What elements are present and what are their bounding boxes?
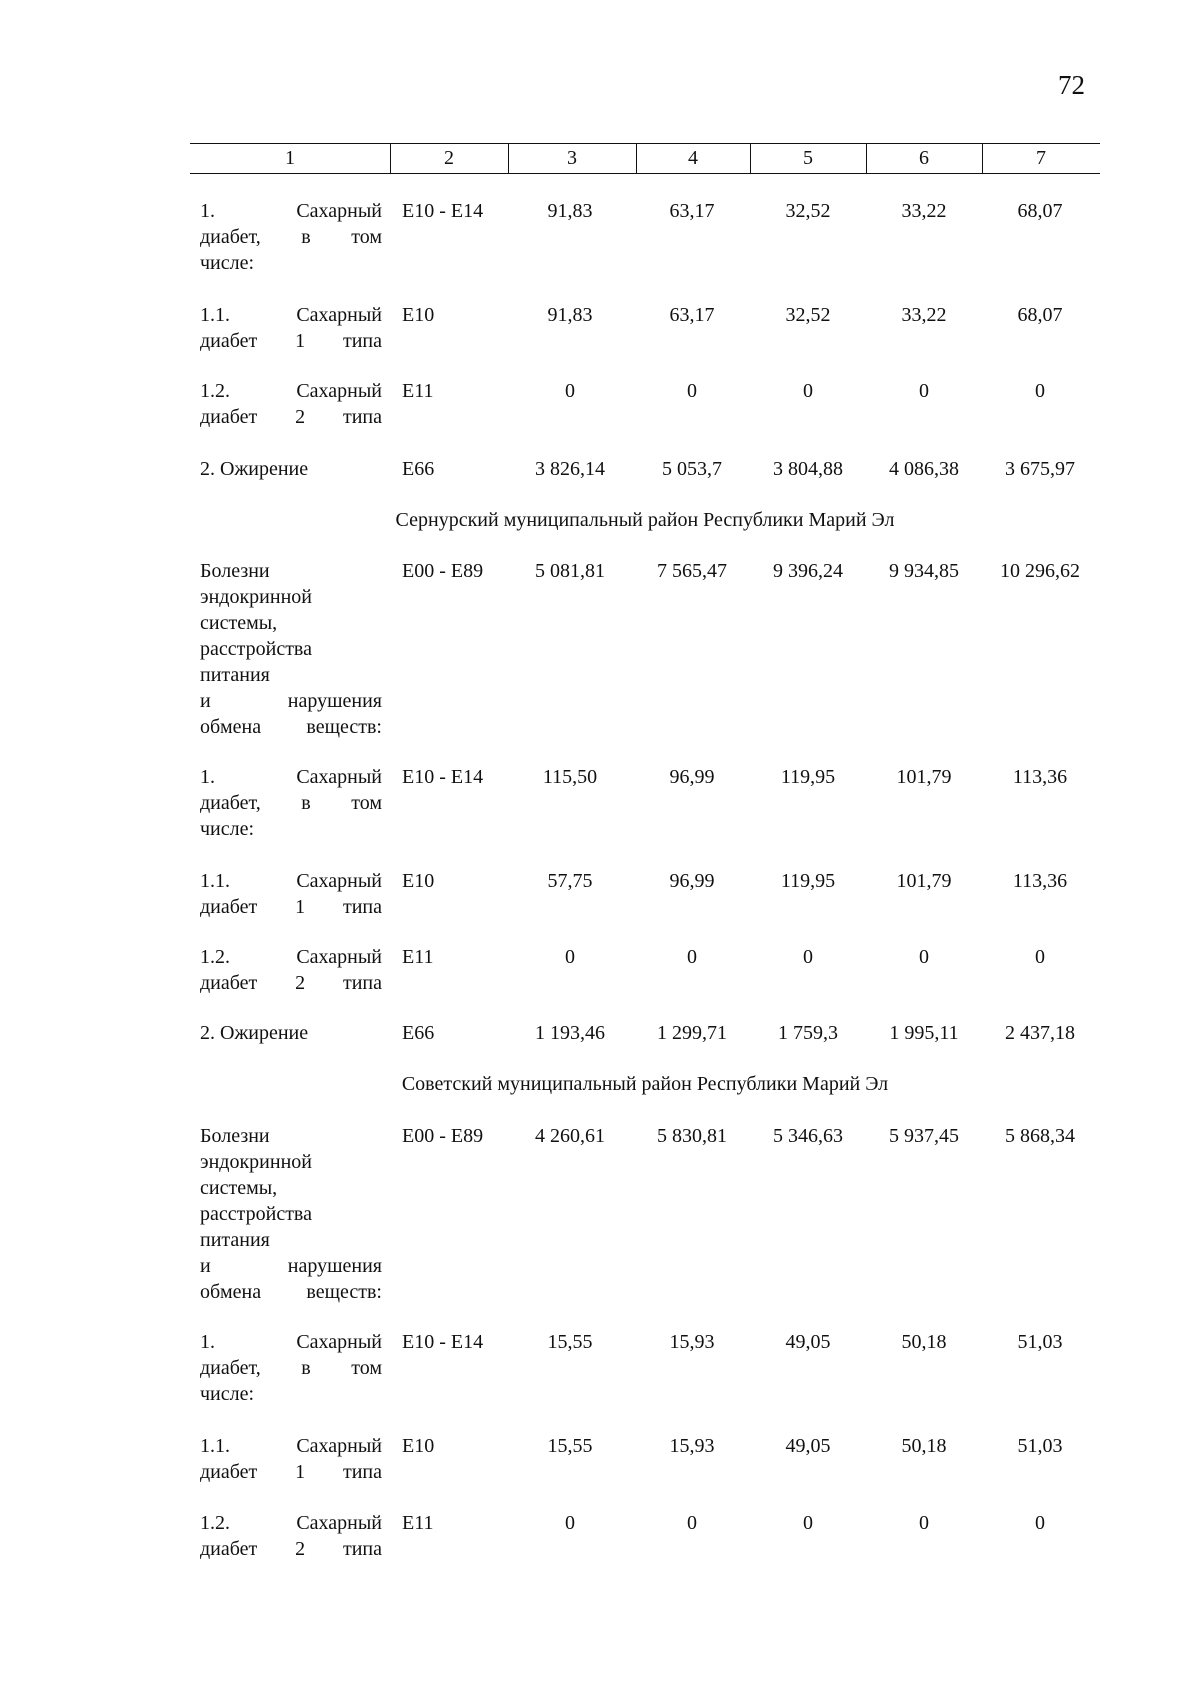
value-cell: 57,75	[547, 870, 593, 892]
value-cell: 15,55	[547, 1435, 593, 1457]
row-name	[200, 456, 382, 482]
value-cell: 1 299,71	[657, 1022, 727, 1044]
value-cell: 0	[803, 380, 813, 402]
page-number: 72	[1058, 70, 1085, 100]
value-cell: 68,07	[1017, 200, 1063, 222]
row-name-line: 1. Сахарный	[200, 200, 382, 222]
row-name-line: 1.2. Сахарный	[200, 946, 382, 968]
row-name-line: эндокринной	[200, 1151, 312, 1173]
value-cell: 91,83	[547, 200, 593, 222]
row-name-line: обмена веществ:	[200, 1281, 382, 1303]
row-name-line: питания	[200, 1229, 270, 1251]
value-cell: 0	[803, 946, 813, 968]
row-name-line: расстройства	[200, 1203, 312, 1225]
value-cell: 15,55	[547, 1331, 593, 1353]
value-cell: 32,52	[785, 304, 831, 326]
row-name-line: диабет 1 типа	[200, 330, 382, 352]
header-divider	[982, 143, 983, 173]
value-cell: 0	[687, 1512, 697, 1534]
value-cell: 1 193,46	[535, 1022, 605, 1044]
header-col-2: 2	[444, 147, 454, 169]
value-cell: 0	[1035, 380, 1045, 402]
icd-code: E00 - E89	[402, 1125, 484, 1147]
row-name-line: питания	[200, 664, 270, 686]
value-cell: 1 759,3	[778, 1022, 838, 1044]
value-cell: 3 804,88	[773, 458, 843, 480]
row-name-line: диабет, в том	[200, 226, 382, 248]
row-name-line: Болезни	[200, 560, 270, 582]
header-divider	[866, 143, 867, 173]
value-cell: 9 396,24	[773, 560, 843, 582]
value-cell: 115,50	[542, 766, 598, 788]
row-name-line: 1.1. Сахарный	[200, 304, 382, 326]
row-name-line: системы,	[200, 612, 278, 634]
row-name	[200, 944, 382, 996]
header-col-4: 4	[688, 147, 698, 169]
value-cell: 32,52	[785, 200, 831, 222]
header-col-1: 1	[285, 147, 295, 169]
icd-code: E11	[402, 380, 434, 402]
value-cell: 49,05	[785, 1435, 831, 1457]
value-cell: 0	[1035, 946, 1045, 968]
value-cell: 96,99	[669, 766, 715, 788]
section-title: Советский муниципальный район Республики Марий Эл	[401, 1073, 889, 1095]
header-col-7: 7	[1036, 147, 1046, 169]
value-cell: 5 937,45	[889, 1125, 959, 1147]
icd-code: E66	[402, 1022, 435, 1044]
value-cell: 5 081,81	[535, 560, 605, 582]
icd-code: E10	[402, 1435, 435, 1457]
row-name	[200, 1433, 382, 1485]
value-cell: 0	[803, 1512, 813, 1534]
value-cell: 4 260,61	[535, 1125, 605, 1147]
row-name	[200, 198, 382, 276]
row-name-line: диабет 2 типа	[200, 406, 382, 428]
header-divider	[750, 143, 751, 173]
icd-code: E10 - E14	[402, 1331, 484, 1353]
row-name	[200, 1020, 382, 1046]
value-cell: 9 934,85	[889, 560, 959, 582]
value-cell: 33,22	[901, 200, 947, 222]
value-cell: 0	[565, 380, 575, 402]
value-cell: 68,07	[1017, 304, 1063, 326]
row-name-line: и нарушения	[200, 690, 382, 712]
value-cell: 5 346,63	[773, 1125, 843, 1147]
icd-code: E10	[402, 304, 435, 326]
value-cell: 0	[919, 946, 929, 968]
value-cell: 0	[687, 946, 697, 968]
value-cell: 1 995,11	[889, 1022, 959, 1044]
value-cell: 5 830,81	[657, 1125, 727, 1147]
row-name	[200, 1510, 382, 1562]
value-cell: 119,95	[780, 870, 836, 892]
value-cell: 7 565,47	[657, 560, 727, 582]
icd-code: E00 - E89	[402, 560, 484, 582]
row-name-line: 1.1. Сахарный	[200, 1435, 382, 1457]
row-name	[200, 1329, 382, 1407]
value-cell: 5 868,34	[1005, 1125, 1075, 1147]
icd-code: E10 - E14	[402, 200, 484, 222]
row-name-line: диабет, в том	[200, 792, 382, 814]
row-name-line: числе:	[200, 252, 255, 274]
value-cell: 5 053,7	[662, 458, 722, 480]
value-cell: 101,79	[896, 870, 952, 892]
row-name-line: диабет 1 типа	[200, 896, 382, 918]
value-cell: 113,36	[1012, 766, 1068, 788]
value-cell: 50,18	[901, 1331, 947, 1353]
row-name-line: 1. Сахарный	[200, 766, 382, 788]
value-cell: 119,95	[780, 766, 836, 788]
icd-code: E11	[402, 946, 434, 968]
row-name-line: 1.1. Сахарный	[200, 870, 382, 892]
row-name-line: эндокринной	[200, 586, 312, 608]
row-name	[200, 868, 382, 920]
icd-code: E10	[402, 870, 435, 892]
row-name-line: обмена веществ:	[200, 716, 382, 738]
header-bottom-rule	[190, 173, 1100, 174]
value-cell: 0	[919, 380, 929, 402]
value-cell: 49,05	[785, 1331, 831, 1353]
value-cell: 63,17	[669, 304, 715, 326]
header-divider	[636, 143, 637, 173]
row-name	[200, 764, 382, 842]
value-cell: 33,22	[901, 304, 947, 326]
row-name	[200, 1123, 382, 1305]
row-name	[200, 302, 382, 354]
header-col-3: 3	[567, 147, 577, 169]
row-name-line: числе:	[200, 1383, 255, 1405]
value-cell: 0	[565, 946, 575, 968]
value-cell: 4 086,38	[889, 458, 959, 480]
value-cell: 15,93	[669, 1331, 715, 1353]
row-name-line: диабет, в том	[200, 1357, 382, 1379]
value-cell: 3 675,97	[1005, 458, 1075, 480]
row-name-line: и нарушения	[200, 1255, 382, 1277]
header-top-rule	[190, 143, 1100, 144]
table-header	[190, 143, 1100, 173]
row-name-line: 1. Сахарный	[200, 1331, 382, 1353]
section-title: Сернурский муниципальный район Республики Марий Эл	[395, 509, 895, 531]
row-name-line: 1.2. Сахарный	[200, 1512, 382, 1534]
header-col-6: 6	[919, 147, 929, 169]
row-name-line: 2. Ожирение	[200, 458, 309, 480]
value-cell: 91,83	[547, 304, 593, 326]
row-name-line: диабет 2 типа	[200, 1538, 382, 1560]
row-name-line: расстройства	[200, 638, 312, 660]
value-cell: 2 437,18	[1005, 1022, 1075, 1044]
header-col-5: 5	[803, 147, 813, 169]
value-cell: 96,99	[669, 870, 715, 892]
icd-code: E10 - E14	[402, 766, 484, 788]
value-cell: 50,18	[901, 1435, 947, 1457]
icd-code: E66	[402, 458, 435, 480]
row-name-line: числе:	[200, 818, 255, 840]
value-cell: 0	[687, 380, 697, 402]
row-name-line: диабет 2 типа	[200, 972, 382, 994]
row-name	[200, 558, 382, 740]
value-cell: 51,03	[1017, 1435, 1063, 1457]
value-cell: 0	[1035, 1512, 1045, 1534]
value-cell: 101,79	[896, 766, 952, 788]
row-name-line: диабет 1 типа	[200, 1461, 382, 1483]
value-cell: 0	[919, 1512, 929, 1534]
value-cell: 51,03	[1017, 1331, 1063, 1353]
value-cell: 10 296,62	[1000, 560, 1080, 582]
row-name-line: системы,	[200, 1177, 278, 1199]
row-name-line: 2. Ожирение	[200, 1022, 309, 1044]
icd-code: E11	[402, 1512, 434, 1534]
row-name-line: Болезни	[200, 1125, 270, 1147]
value-cell: 15,93	[669, 1435, 715, 1457]
row-name	[200, 378, 382, 430]
value-cell: 0	[565, 1512, 575, 1534]
value-cell: 3 826,14	[535, 458, 605, 480]
header-divider	[390, 143, 391, 173]
row-name-line: 1.2. Сахарный	[200, 380, 382, 402]
value-cell: 113,36	[1012, 870, 1068, 892]
header-divider	[508, 143, 509, 173]
value-cell: 63,17	[669, 200, 715, 222]
